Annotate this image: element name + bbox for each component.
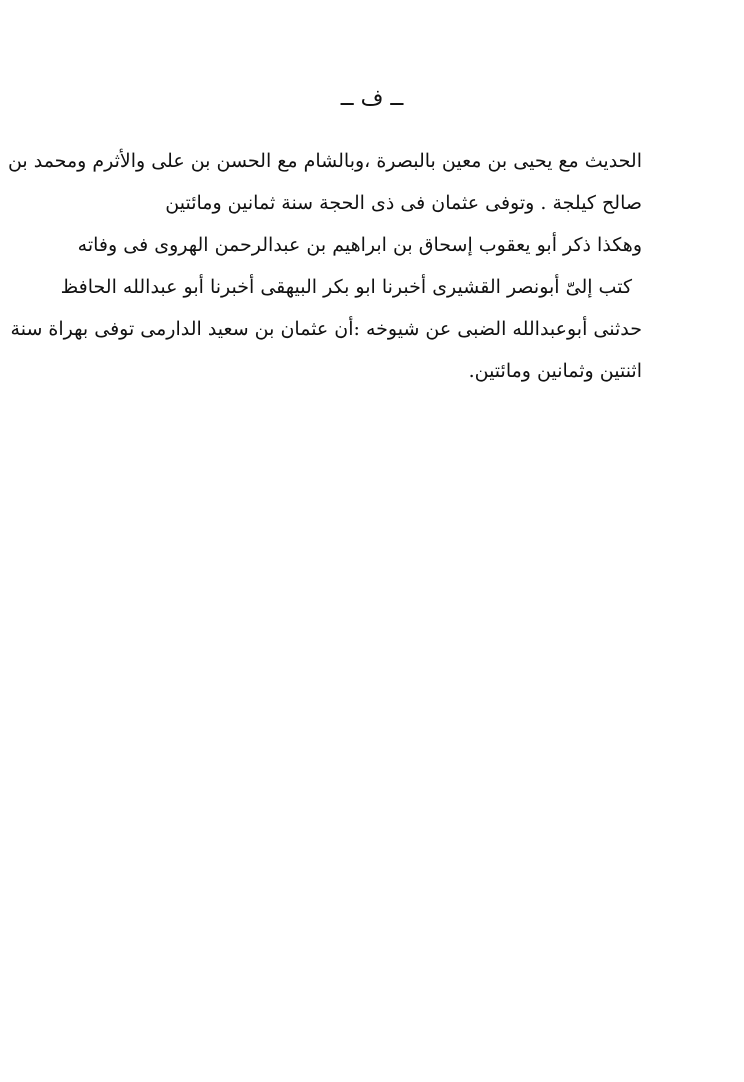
text-line-4: كتب إلىّ أبونصر القشيرى أخبرنا ابو بكر البيهقى أخبرنا أبو عبدالله الحافظ	[60, 276, 632, 298]
text-line-6: اثنتين وثمانين ومائتين.	[468, 360, 642, 382]
text-line-2: صالح كيلجة . وتوفى عثمان فى ذى الحجة سنة ثمانين ومائتين	[165, 192, 642, 214]
body-text	[7, 140, 642, 392]
text-line-3: وهكذا ذكر أبو يعقوب إسحاق بن ابراهيم بن عبدالرحمن الهروى فى وفاته	[77, 234, 642, 256]
text-line-1: الحديث مع يحيى بن معين بالبصرة ،وبالشام مع الحسن بن على والأثرم ومحمد بن	[7, 150, 642, 172]
text-line-5: حدثنى أبوعبدالله الضبى عن شيوخه :أن عثمان بن سعيد الدارمى توفى بهراة سنة	[10, 318, 642, 340]
page-number: ــ ف ــ	[340, 86, 404, 111]
